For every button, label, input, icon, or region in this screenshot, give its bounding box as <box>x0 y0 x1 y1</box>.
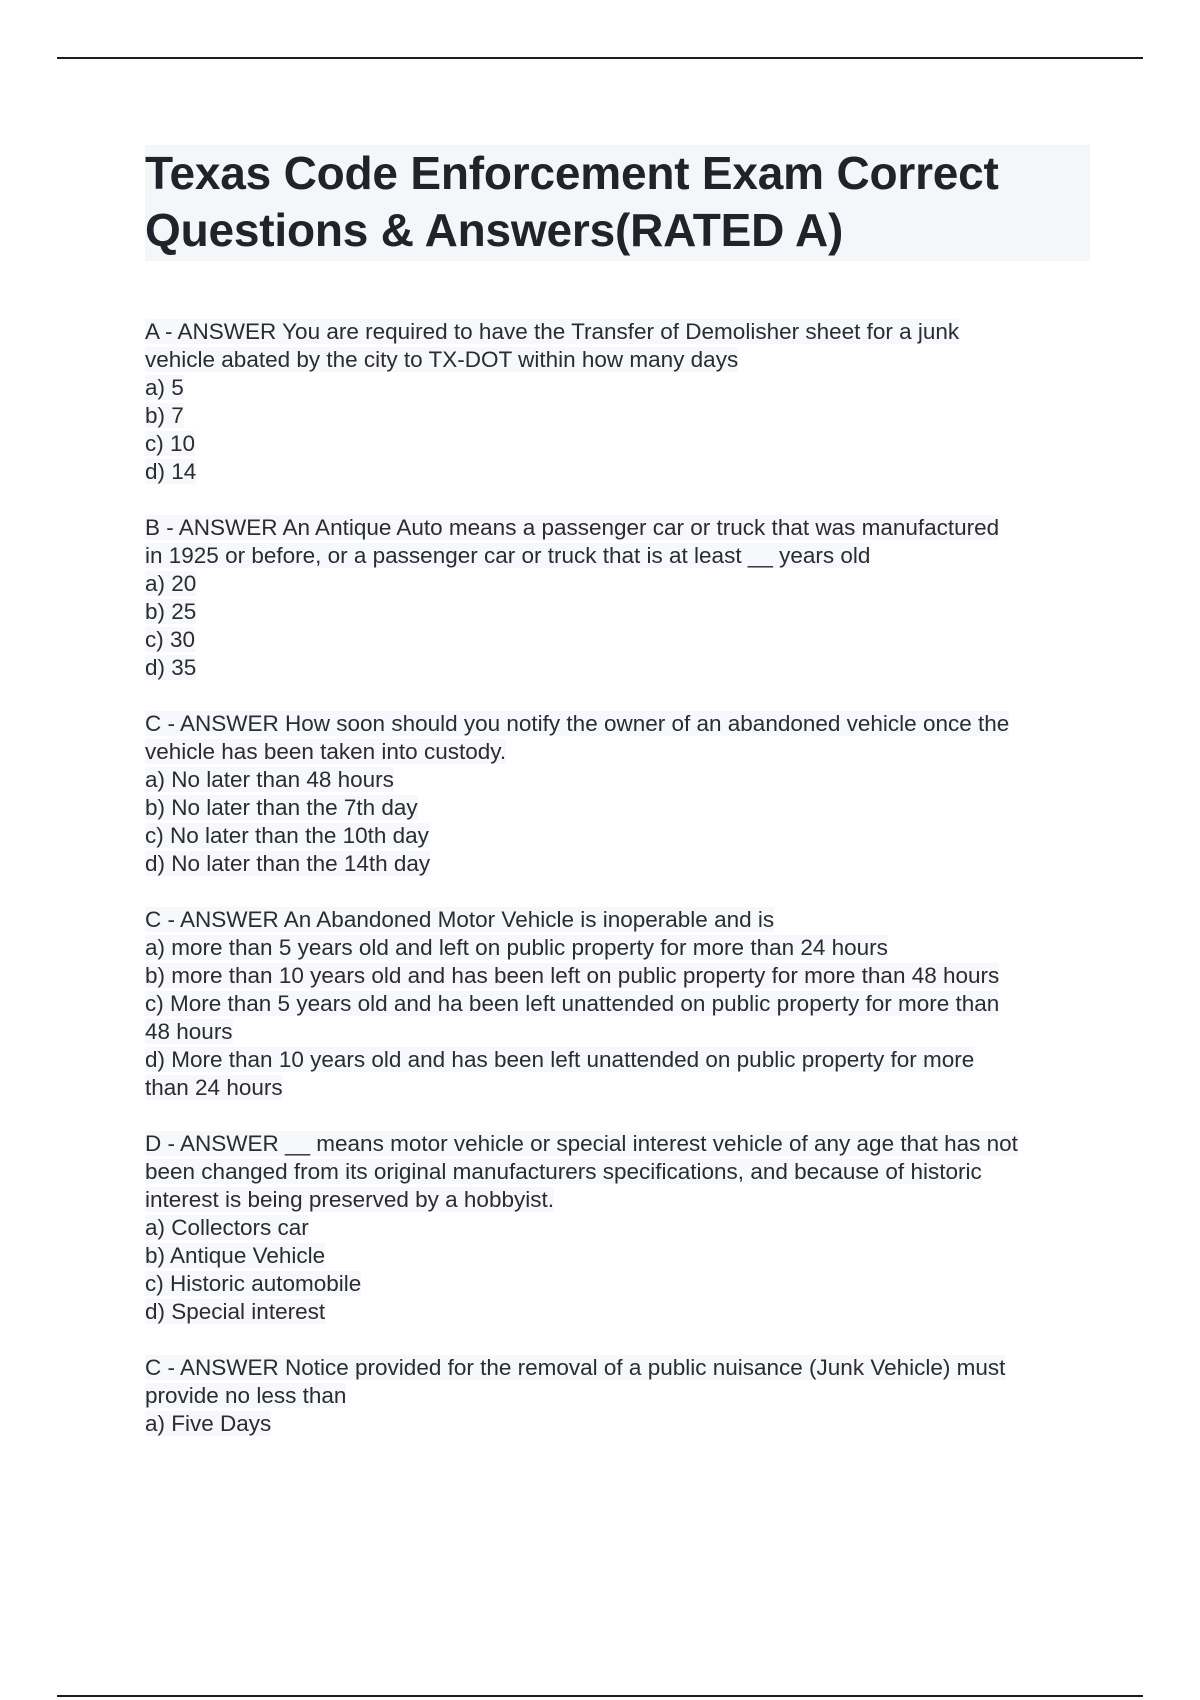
question-line <box>145 402 1090 430</box>
line-text: in 1925 or before, or a passenger car or truck that is at least __ years old <box>145 543 871 568</box>
line-text: c) 10 <box>145 431 196 456</box>
question-list <box>145 318 1090 1438</box>
question-line <box>145 1410 1090 1438</box>
line-text: 48 hours <box>145 1019 233 1044</box>
question-line <box>145 766 1090 794</box>
question-line <box>145 962 1090 990</box>
document-title <box>145 145 1086 259</box>
question-line <box>145 1074 1090 1102</box>
line-text: b) No later than the 7th day <box>145 795 418 820</box>
question-line <box>145 794 1090 822</box>
question-line <box>145 990 1090 1018</box>
question-line <box>145 542 1090 570</box>
question-block <box>145 514 1090 682</box>
line-text: interest is being preserved by a hobbyist. <box>145 1187 554 1212</box>
question-block <box>145 1130 1090 1326</box>
line-text: a) No later than 48 hours <box>145 767 394 792</box>
question-line <box>145 346 1090 374</box>
question-text-line <box>145 1354 1090 1382</box>
line-text: vehicle abated by the city to TX-DOT within how many days <box>145 347 739 372</box>
line-text: a) 20 <box>145 571 197 596</box>
question-line <box>145 430 1090 458</box>
top-rule <box>57 57 1143 59</box>
question-line <box>145 626 1090 654</box>
question-line <box>145 1214 1090 1242</box>
question-text-line <box>145 710 1090 738</box>
line-text: been changed from its original manufacturers specifications, and because of historic <box>145 1159 982 1184</box>
question-line <box>145 458 1090 486</box>
question-line <box>145 654 1090 682</box>
question-line <box>145 1270 1090 1298</box>
line-text: c) More than 5 years old and ha been left unattended on public property for more than <box>145 991 1000 1016</box>
title-line-1: Texas Code Enforcement Exam Correct <box>145 147 999 199</box>
question-text-line <box>145 1130 1090 1158</box>
question-block <box>145 710 1090 878</box>
line-text: b) 25 <box>145 599 197 624</box>
line-text: A - ANSWER You are required to have the Transfer of Demolisher sheet for a junk <box>145 319 960 344</box>
question-line <box>145 738 1090 766</box>
question-line <box>145 1298 1090 1326</box>
question-block <box>145 1354 1090 1438</box>
question-line <box>145 822 1090 850</box>
line-text: a) 5 <box>145 375 184 400</box>
bottom-rule <box>57 1695 1143 1697</box>
question-block <box>145 906 1090 1102</box>
line-text: b) Antique Vehicle <box>145 1243 326 1268</box>
line-text: a) more than 5 years old and left on public property for more than 24 hours <box>145 935 888 960</box>
line-text: b) 7 <box>145 403 184 428</box>
question-text-line <box>145 318 1090 346</box>
line-text: c) Historic automobile <box>145 1271 362 1296</box>
line-text: C - ANSWER An Abandoned Motor Vehicle is inoperable and is <box>145 907 775 932</box>
question-block <box>145 318 1090 486</box>
line-text: a) Collectors car <box>145 1215 309 1240</box>
line-text: provide no less than <box>145 1383 347 1408</box>
question-line <box>145 1382 1090 1410</box>
title-line-2: Questions & Answers(RATED A) <box>145 204 844 256</box>
question-text-line <box>145 906 1090 934</box>
line-text: d) 14 <box>145 459 197 484</box>
line-text: D - ANSWER __ means motor vehicle or special interest vehicle of any age that has not <box>145 1131 1018 1156</box>
question-line <box>145 570 1090 598</box>
question-line <box>145 1046 1090 1074</box>
question-line <box>145 1242 1090 1270</box>
question-line <box>145 1018 1090 1046</box>
line-text: B - ANSWER An Antique Auto means a passenger car or truck that was manufactured <box>145 515 1000 540</box>
page-content <box>145 145 1090 1466</box>
line-text: d) More than 10 years old and has been left unattended on public property for more <box>145 1047 975 1072</box>
question-line <box>145 1186 1090 1214</box>
line-text: c) 30 <box>145 627 196 652</box>
line-text: a) Five Days <box>145 1411 272 1436</box>
question-line <box>145 598 1090 626</box>
question-line <box>145 850 1090 878</box>
question-line <box>145 1158 1090 1186</box>
line-text: d) Special interest <box>145 1299 326 1324</box>
line-text: C - ANSWER Notice provided for the removal of a public nuisance (Junk Vehicle) must <box>145 1355 1006 1380</box>
line-text: b) more than 10 years old and has been left on public property for more than 48 hours <box>145 963 1000 988</box>
question-text-line <box>145 514 1090 542</box>
question-line <box>145 374 1090 402</box>
line-text: vehicle has been taken into custody. <box>145 739 507 764</box>
line-text: d) No later than the 14th day <box>145 851 431 876</box>
question-line <box>145 934 1090 962</box>
line-text: c) No later than the 10th day <box>145 823 429 848</box>
line-text: d) 35 <box>145 655 197 680</box>
line-text: than 24 hours <box>145 1075 283 1100</box>
line-text: C - ANSWER How soon should you notify the owner of an abandoned vehicle once the <box>145 711 1010 736</box>
title-block <box>145 145 1090 261</box>
